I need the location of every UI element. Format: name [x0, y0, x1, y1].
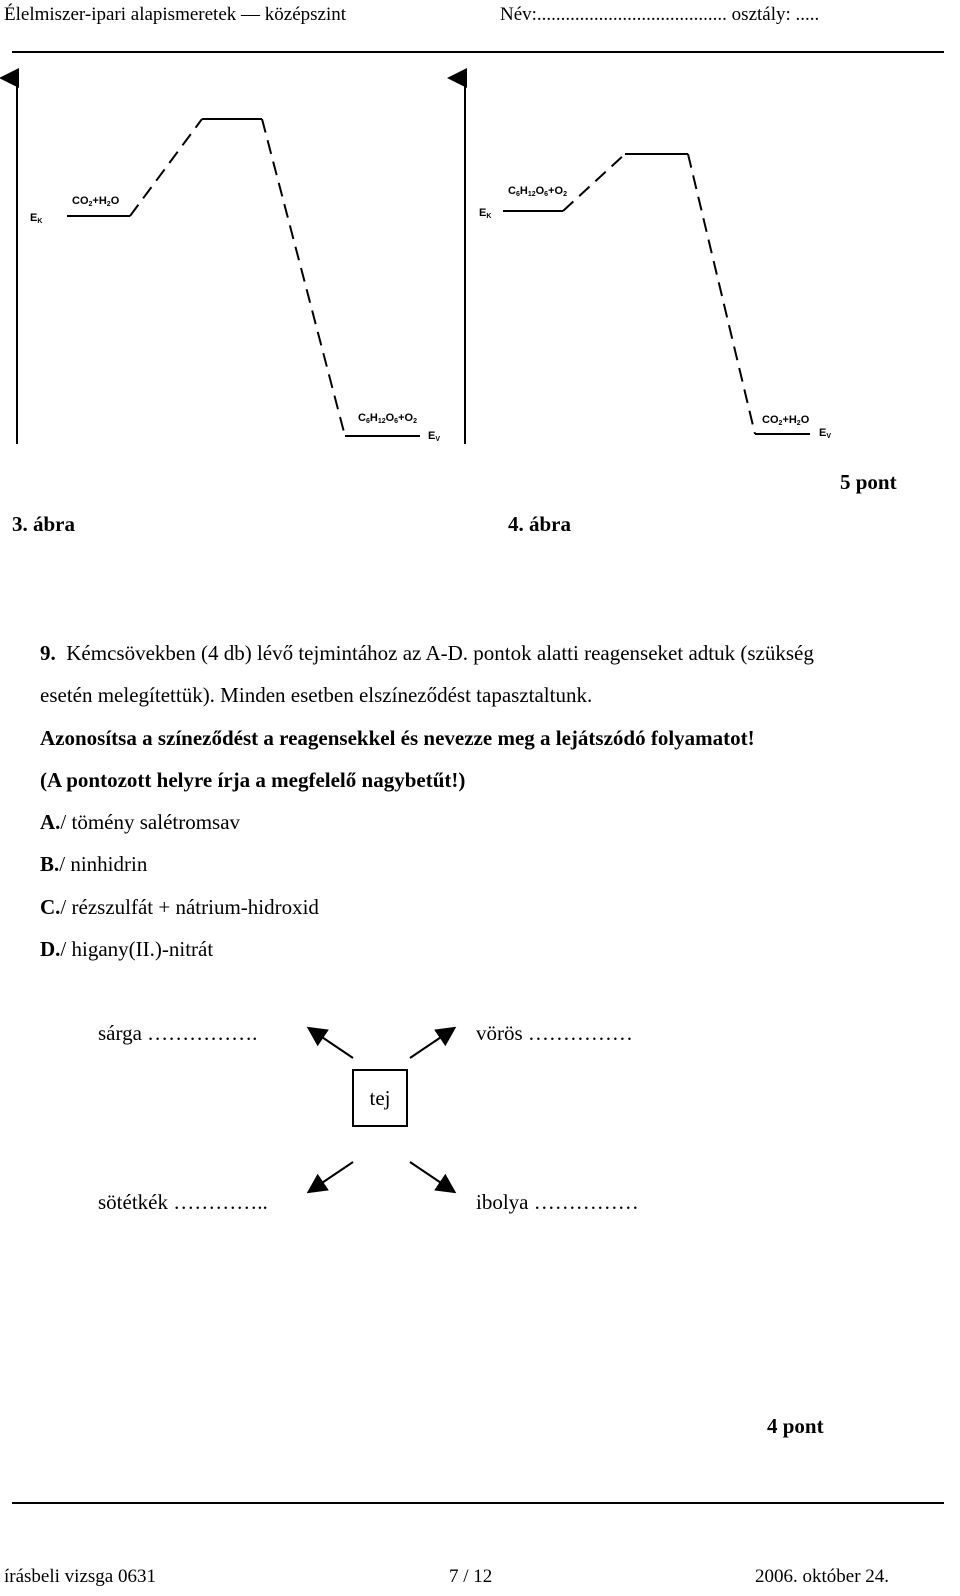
points-bottom: 4 pont [767, 1414, 824, 1438]
answer-violet: ibolya …………… [476, 1190, 639, 1214]
arrow-to-yellow [310, 1029, 353, 1058]
fig3-ek-label: $E_K$ [30, 212, 43, 225]
fig3-ev-label: $E_V$ [428, 430, 441, 443]
arrow-diagram [0, 1010, 960, 1200]
fig4-ev-label: $E_V$ [819, 427, 832, 440]
fig4-ek-label: $E_K$ [479, 207, 492, 220]
fig3-reactant-formula: $CO_2+H_2O$ [72, 195, 120, 208]
question-intro-line2: esetén melegítettük). Minden esetben elszíneződést tapasztaltunk. [40, 683, 593, 707]
question-task-line2: (A pontozott helyre írja a megfelelő nagybetűt!) [40, 768, 466, 792]
fig3-caption: 3. ábra [12, 512, 75, 536]
option-b: B./ ninhidrin [40, 852, 148, 876]
header-name-class: Név:........................................ osztály: ..... [500, 4, 820, 25]
answer-dark-blue: sötétkék ………….. [98, 1190, 268, 1214]
footer-exam-code: írásbeli vizsga 0631 [4, 1566, 156, 1587]
option-d: D./ higany(II.)-nitrát [40, 937, 214, 961]
fig4-caption: 4. ábra [508, 512, 571, 536]
center-label: tej [369, 1085, 391, 1110]
arrow-to-dark-blue [310, 1162, 353, 1191]
fig4-fall-line [688, 154, 755, 434]
fig3-product-formula: $C_6H_{12}O_6+O_2$ [358, 412, 417, 425]
option-a: A./ tömény salétromsav [40, 810, 241, 834]
arrow-to-red [410, 1029, 453, 1058]
header-title: Élelmiszer-ipari alapismeretek — középszint [4, 4, 347, 25]
fig4-reactant-formula: $C_6H_{12}O_6+O_2$ [508, 185, 567, 198]
answer-red: vörös …………… [476, 1021, 633, 1045]
fig3-rise-line [130, 119, 202, 216]
answer-yellow: sárga ……………. [98, 1021, 258, 1045]
footer-date: 2006. október 24. [755, 1566, 890, 1587]
question-task-line1: Azonosítsa a színeződést a reagensekkel és nevezze meg a lejátszódó folyamatot! [40, 726, 755, 750]
fig3-fall-line [262, 119, 345, 436]
footer-rule [12, 1502, 944, 1504]
fig4-product-formula: $CO_2+H_2O$ [762, 414, 810, 427]
footer-page-number: 7 / 12 [449, 1566, 493, 1587]
energy-diagrams [0, 60, 960, 460]
option-c: C./ rézszulfát + nátrium-hidroxid [40, 895, 319, 919]
header-rule [12, 51, 944, 53]
arrow-to-violet [410, 1162, 453, 1191]
fig4-rise-line [563, 154, 625, 211]
question-intro-line1: 9. Kémcsövekben (4 db) lévő tejmintához az A-D. pontok alatti reagenseket adtuk (szükség [40, 641, 814, 665]
points-top: 5 pont [840, 470, 897, 494]
